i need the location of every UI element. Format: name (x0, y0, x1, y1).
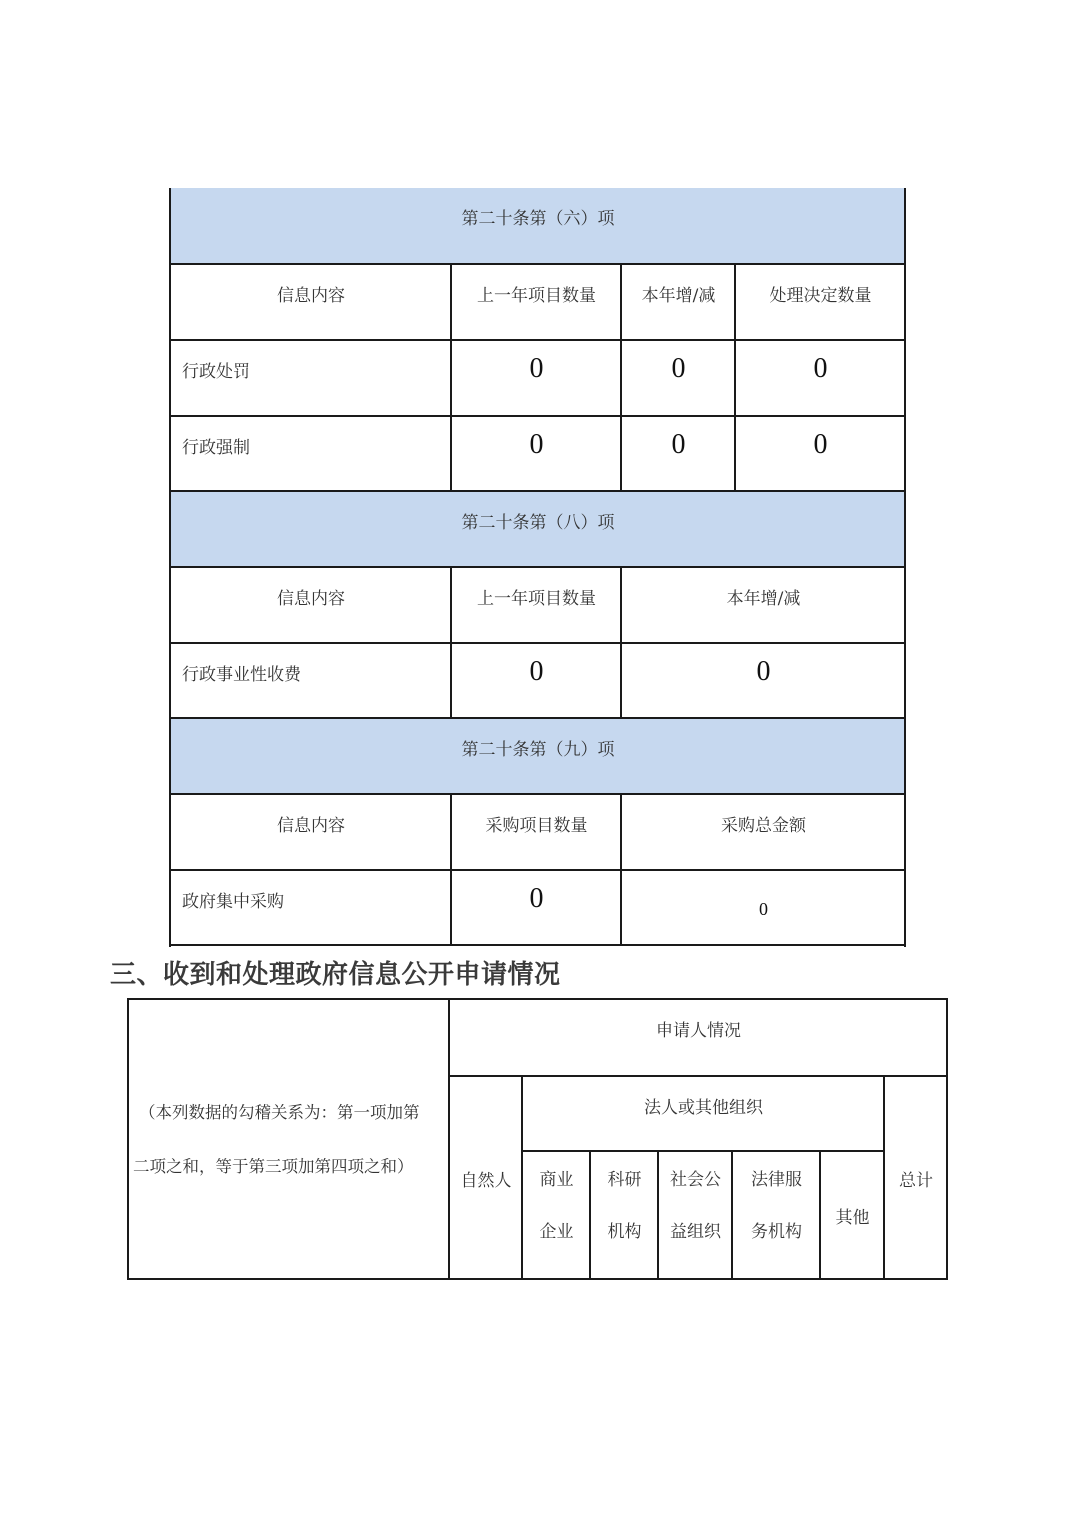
table-row-label (171, 644, 451, 718)
table-border (450, 793, 452, 945)
header-text: 采购项目数量 (485, 816, 588, 836)
total-text: 总计 (899, 1170, 933, 1191)
value-text: 0 (529, 656, 544, 687)
table-border (448, 1075, 948, 1077)
table-border (169, 944, 906, 946)
subcol-other (821, 1152, 884, 1279)
table-row-label (171, 871, 451, 945)
table-cell-value (452, 417, 621, 491)
table-cell-value (736, 341, 905, 416)
value-text: 0 (529, 883, 544, 914)
section6-header-decisions (736, 265, 905, 340)
section9-header-count (452, 795, 621, 870)
table-cell-value (452, 341, 621, 416)
value-text: 0 (529, 353, 544, 384)
table-border (819, 1150, 821, 1280)
table-cell-value (452, 644, 621, 718)
value-text: 0 (813, 429, 828, 460)
natural-person-header (450, 1077, 522, 1279)
table-border (127, 998, 948, 1000)
section6-title-text: 第二十条第（六）项 (461, 209, 615, 229)
header-text: 信息内容 (277, 589, 345, 609)
table-row-label (171, 417, 451, 491)
section9-title-text: 第二十条第（九）项 (461, 740, 615, 760)
table-cell-value (452, 871, 621, 945)
section6-header-prev-year (452, 265, 621, 340)
value-text: 0 (671, 429, 686, 460)
header-text: 上一年项目数量 (477, 286, 596, 306)
table-cell-value (622, 341, 735, 416)
subcol-line: 机构 (607, 1222, 642, 1242)
note-line-1: （本列数据的勾稽关系为：第一项加第 (139, 1102, 420, 1122)
section8-title (171, 492, 905, 567)
total-header (885, 1077, 947, 1279)
table-border (169, 263, 906, 265)
value-text: 0 (756, 656, 771, 687)
subcol-legal-service (733, 1152, 820, 1279)
table-border (620, 263, 622, 491)
row-label-text: 行政事业性收费 (182, 665, 301, 685)
table-border (448, 998, 450, 1280)
table-border (731, 1150, 733, 1280)
table-border (946, 998, 948, 1280)
table-border (620, 793, 622, 945)
section9-header-amount (622, 795, 905, 870)
section8-header-change (622, 568, 905, 643)
table-border (127, 998, 129, 1280)
table-border (169, 415, 906, 417)
table-border (734, 263, 736, 491)
value-text: 0 (759, 899, 768, 919)
section8-title-text: 第二十条第（八）项 (461, 513, 615, 533)
header-text: 本年增/减 (726, 589, 801, 609)
subcol-line: 社会公 (670, 1170, 721, 1190)
table-border (450, 263, 452, 491)
legal-entities-header (523, 1077, 884, 1151)
table-border (127, 1278, 948, 1280)
applicant-header (450, 1000, 947, 1076)
section-heading: 三、收到和处理政府信息公开申请情况 (110, 960, 561, 990)
table-border (169, 793, 906, 795)
subcol-research (591, 1152, 658, 1279)
natural-person-text: 自然人 (460, 1170, 512, 1191)
table-border (883, 1075, 885, 1280)
subcol-commercial (523, 1152, 590, 1279)
header-text: 上一年项目数量 (477, 589, 596, 609)
section6-header-info (171, 265, 451, 340)
note-line-2: 二项之和，等于第三项加第四项之和） (133, 1156, 414, 1176)
table-row-label (171, 341, 451, 416)
section8-header-info (171, 568, 451, 643)
subcol-line: 其他 (835, 1208, 870, 1228)
table-cell-value (622, 644, 905, 718)
subcol-public-welfare (659, 1152, 732, 1279)
table-cell-value (622, 871, 905, 945)
subcol-line: 科研 (607, 1170, 642, 1190)
table-border (521, 1150, 885, 1152)
note-cell (129, 1000, 449, 1279)
subcol-line: 企业 (539, 1222, 574, 1242)
header-text: 信息内容 (277, 816, 345, 836)
value-text: 0 (529, 429, 544, 460)
table-border (169, 642, 906, 644)
table-border (169, 490, 906, 492)
section9-header-info (171, 795, 451, 870)
subcol-line: 法律服 (751, 1170, 802, 1190)
value-text: 0 (813, 353, 828, 384)
row-label-text: 行政强制 (182, 438, 250, 458)
table-border (169, 339, 906, 341)
subcol-line: 务机构 (751, 1222, 802, 1242)
legal-entities-text: 法人或其他组织 (644, 1098, 763, 1118)
table-cell-value (622, 417, 735, 491)
section6-title (171, 188, 905, 264)
section9-title (171, 719, 905, 794)
section8-header-prev-year (452, 568, 621, 643)
value-text: 0 (671, 353, 686, 384)
table-border (169, 717, 906, 719)
table-border (589, 1150, 591, 1280)
header-text: 采购总金额 (721, 816, 806, 836)
subcol-line: 益组织 (670, 1222, 721, 1242)
table-cell-value (736, 417, 905, 491)
table-border (620, 566, 622, 718)
table-border (450, 566, 452, 718)
table-border (657, 1150, 659, 1280)
header-text: 信息内容 (277, 286, 345, 306)
row-label-text: 行政处罚 (182, 362, 250, 382)
header-text: 处理决定数量 (769, 286, 872, 306)
applicant-header-text: 申请人情况 (656, 1021, 741, 1041)
subcol-line: 商业 (539, 1170, 574, 1190)
header-text: 本年增/减 (641, 286, 716, 306)
table-border (521, 1075, 523, 1280)
table-border (169, 869, 906, 871)
table-border (169, 566, 906, 568)
section6-header-change (622, 265, 735, 340)
row-label-text: 政府集中采购 (182, 892, 284, 912)
